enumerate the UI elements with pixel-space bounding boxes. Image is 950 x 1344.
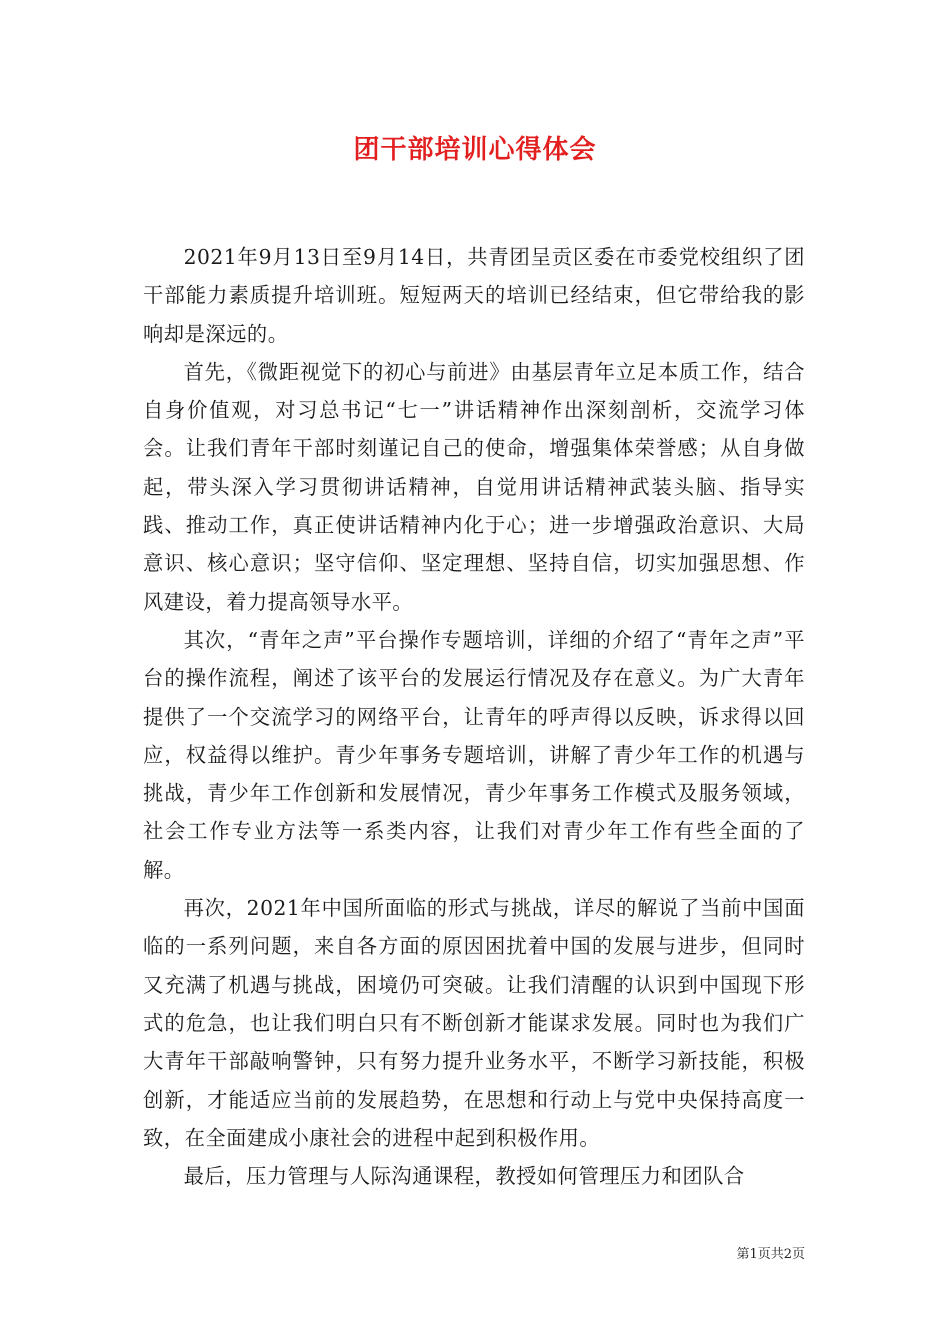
paragraph-intro: 2021年9月13日至9月14日，共青团呈贡区委在市委党校组织了团干部能力素质提升培训班。短短两天的培训已经结束，但它带给我的影响却是深远的。: [143, 245, 805, 346]
paragraph-first: 首先，《微距视觉下的初心与前进》由基层青年立足本质工作，结合自身价值观，对习总书记“七一”讲话精神作出深刻剖析，交流学习体会。让我们青年干部时刻谨记自己的使命，增强集体荣誉感；从自身做起，带头深入学习贯彻讲话精神，自觉用讲话精神武装头脑、指导实践、推动工作，真正使讲话精神内化于心；进一步增强政治意识、大局意识、核心意识；坚守信仰、坚定理想、坚持自信，切实加强思想、作风建设，着力提高领导水平。: [143, 359, 805, 614]
paragraph-third: 再次，2021年中国所面临的形式与挑战，详尽的解说了当前中国面临的一系列问题，来自各方面的原因困扰着中国的发展与进步，但同时又充满了机遇与挑战，困境仍可突破。让我们清醒的认识到中国现下形式的危急，也让我们明白只有不断创新才能谋求发展。同时也为我们广大青年干部敲响警钟，只有努力提升业务水平，不断学习新技能，积极创新，才能适应当前的发展趋势，在思想和行动上与党中央保持高度一致，在全面建成小康社会的进程中起到积极作用。: [143, 896, 805, 1150]
paragraph-last: 最后，压力管理与人际沟通课程，教授如何管理压力和团队合: [183, 1164, 745, 1189]
document-body: [143, 238, 805, 1195]
document-title: 团干部培训心得体会: [353, 135, 597, 165]
page-number: 第1页共2页: [736, 1247, 805, 1262]
paragraph-second: 其次，“青年之声”平台操作专题培训，详细的介绍了“青年之声”平台的操作流程，阐述了该平台的发展运行情况及存在意义。为广大青年提供了一个交流学习的网络平台，让青年的呼声得以反映，诉求得以回应，权益得以维护。青少年事务专题培训，讲解了青少年工作的机遇与挑战，青少年工作创新和发展情况，青少年事务工作模式及服务领域，社会工作专业方法等一系类内容，让我们对青少年工作有些全面的了解。: [143, 627, 805, 882]
